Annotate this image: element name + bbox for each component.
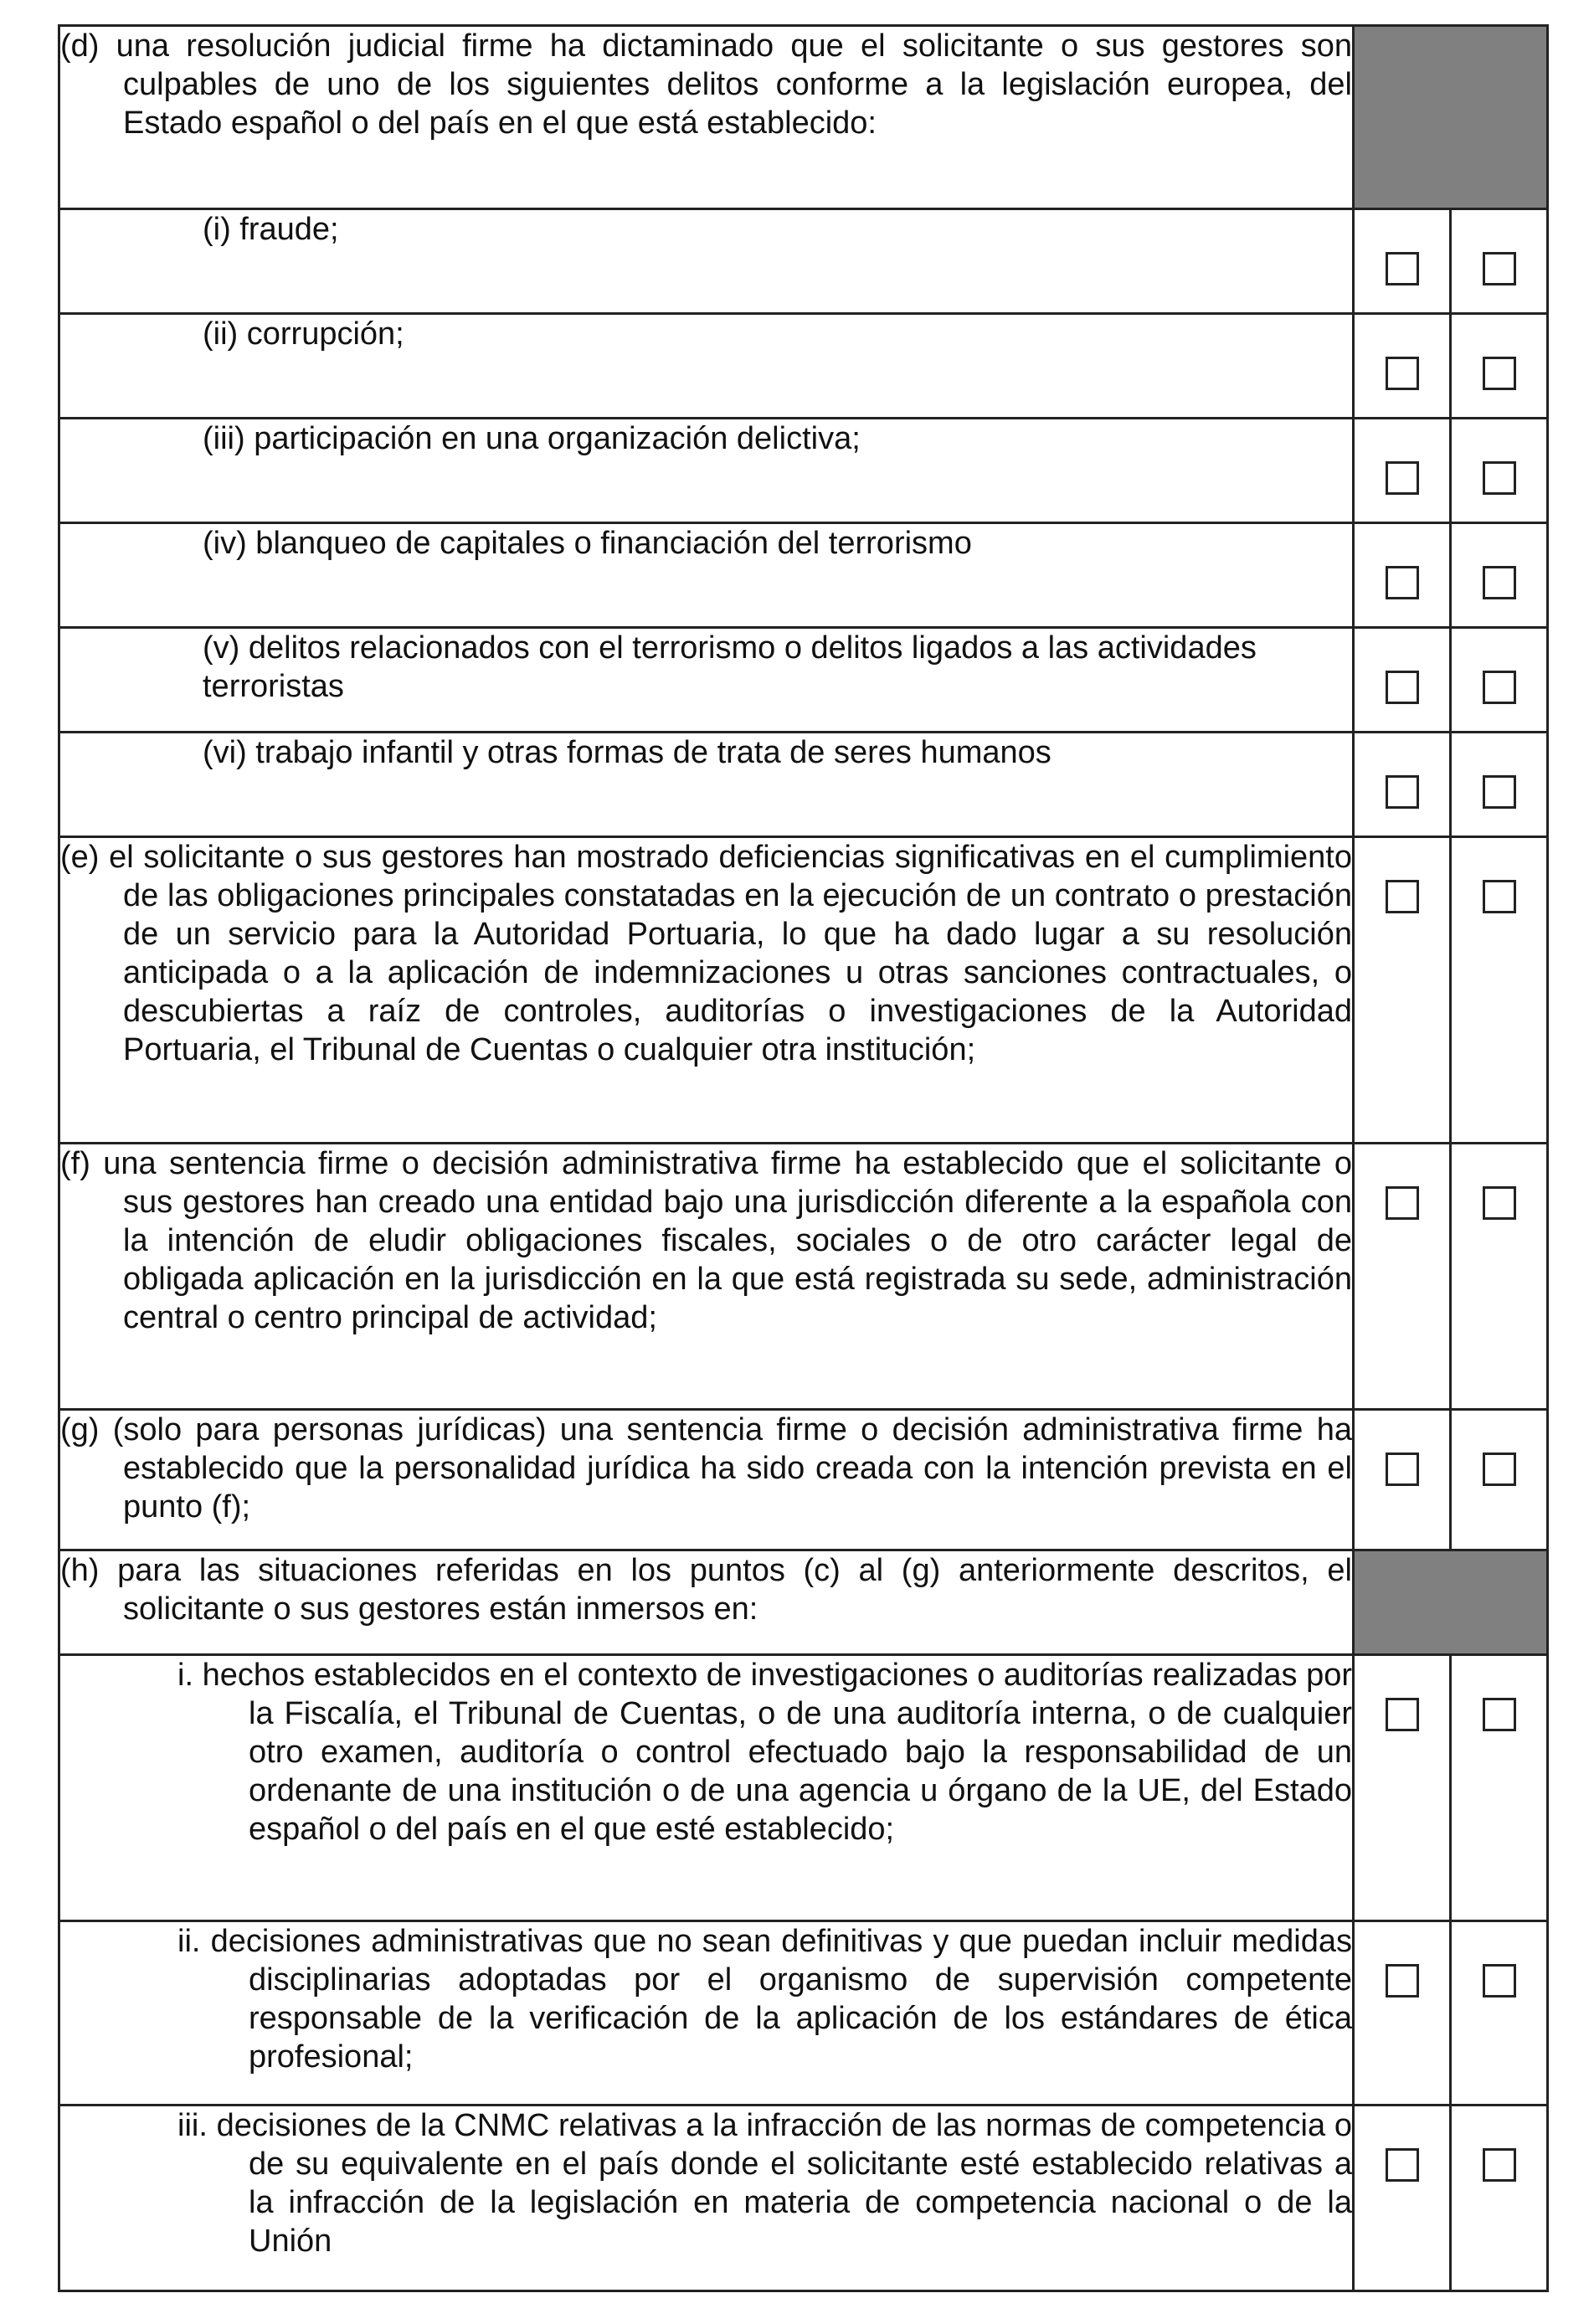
row-h-i-text: i. hechos establecidos en el contexto de investigaciones o auditorías realizadas por la Fiscalía, el Tribunal de Cuentas, o de una auditoría interna, o de cualquier otro examen, auditoría o control efectuado bajo la responsabilidad de un ordenante de una institución o de una agencia u órgano de la UE, del Estado español o del país en el que esté establecido;	[177, 1658, 1352, 1847]
row-h-ii-checkbox-2[interactable]	[1483, 1964, 1516, 1998]
row-d	[59, 26, 1548, 209]
row-e-checkbox-1[interactable]	[1386, 880, 1419, 913]
row-h	[59, 1550, 1548, 1655]
row-d-iii-text-cell	[59, 419, 1354, 523]
row-h-i-checkbox-2[interactable]	[1483, 1698, 1516, 1731]
row-d-i-checkbox-1[interactable]	[1386, 252, 1419, 285]
row-d-iii	[59, 419, 1548, 523]
row-d-iv-checkbox-1[interactable]	[1386, 566, 1419, 599]
row-d-vi-checkbox-1[interactable]	[1386, 775, 1419, 809]
row-d-iv-checkbox-2-cell	[1451, 523, 1548, 628]
row-h-i-checkbox-1[interactable]	[1386, 1698, 1419, 1731]
row-h-iii-text-cell	[59, 2105, 1354, 2291]
row-d-vi	[59, 733, 1548, 837]
row-d-vi-checkbox-2[interactable]	[1483, 775, 1516, 809]
row-d-v-checkbox-2[interactable]	[1483, 671, 1516, 704]
row-h-i	[59, 1655, 1548, 1921]
row-f-text-cell	[59, 1144, 1354, 1410]
row-g-text-cell	[59, 1410, 1354, 1550]
row-d-i-text: (i) fraude;	[203, 212, 339, 247]
row-g-checkbox-2[interactable]	[1483, 1452, 1516, 1486]
row-h-text-cell	[59, 1550, 1354, 1655]
row-h-ii-checkbox-2-cell	[1451, 1921, 1548, 2105]
row-e-text-cell	[59, 837, 1354, 1144]
row-d-v-text-cell	[59, 628, 1354, 733]
row-d-text: (d) una resolución judicial firme ha dictaminado que el solicitante o sus gestores son culpables de uno de los siguientes delitos conforme a la legislación europea, del Estado español o del país en el que está establecido:	[60, 28, 1352, 141]
declaration-table	[58, 24, 1549, 2292]
row-d-i-checkbox-2[interactable]	[1483, 252, 1516, 285]
row-d-iii-checkbox-2-cell	[1451, 419, 1548, 523]
shaded-cell	[1354, 26, 1548, 209]
row-d-vi-checkbox-2-cell	[1451, 733, 1548, 837]
row-d-v	[59, 628, 1548, 733]
row-e-checkbox-2-cell	[1451, 837, 1548, 1144]
shaded-cell	[1354, 1550, 1548, 1655]
row-f-checkbox-1[interactable]	[1386, 1186, 1419, 1220]
row-h-i-text-cell	[59, 1655, 1354, 1921]
row-d-iv-text: (iv) blanqueo de capitales o financiación del terrorismo	[203, 526, 972, 561]
row-d-vi-text: (vi) trabajo infantil y otras formas de trata de seres humanos	[203, 735, 1052, 770]
row-d-v-checkbox-2-cell	[1451, 628, 1548, 733]
row-h-ii-text-cell	[59, 1921, 1354, 2105]
row-h-iii-checkbox-2-cell	[1451, 2105, 1548, 2291]
row-h-ii-text: ii. decisiones administrativas que no sean definitivas y que puedan incluir medidas disciplinarias adoptadas por el organismo de supervisión competente responsable de la verificación de la aplicación de los estándares de ética profesional;	[177, 1924, 1352, 2075]
row-d-iii-text: (iii) participación en una organización delictiva;	[203, 421, 861, 456]
row-e	[59, 837, 1548, 1144]
row-d-vi-checkbox-1-cell	[1354, 733, 1451, 837]
row-f-checkbox-2[interactable]	[1483, 1186, 1516, 1220]
row-d-iii-checkbox-1-cell	[1354, 419, 1451, 523]
row-d-ii-text: (ii) corrupción;	[203, 316, 404, 352]
row-h-iii-text: iii. decisiones de la CNMC relativas a la infracción de las normas de competencia o de su equivalente en el país donde el solicitante esté establecido relativas a la infracción de la legislación en materia de competencia nacional o de la Unión	[177, 2108, 1352, 2259]
row-d-ii-checkbox-2-cell	[1451, 314, 1548, 419]
row-f-checkbox-1-cell	[1354, 1144, 1451, 1410]
row-g-checkbox-1-cell	[1354, 1410, 1451, 1550]
row-d-ii	[59, 314, 1548, 419]
row-d-iv-checkbox-1-cell	[1354, 523, 1451, 628]
row-d-v-text: (v) delitos relacionados con el terrorismo o delitos ligados a las actividades terroristas	[203, 630, 1257, 704]
row-d-iv-checkbox-2[interactable]	[1483, 566, 1516, 599]
row-e-text: (e) el solicitante o sus gestores han mostrado deficiencias significativas en el cumplimiento de las obligaciones principales constatadas en la ejecución de un contrato o prestación de un servicio para la Autoridad Portuaria, lo que ha dado lugar a su resolución anticipada o a la aplicación de indemnizaciones u otras sanciones contractuales, o descubiertas a raíz de controles, auditorías o investigaciones de la Autoridad Portuaria, el Tribunal de Cuentas o cualquier otra institución;	[60, 840, 1352, 1067]
row-d-text-cell	[59, 26, 1354, 209]
row-d-iv	[59, 523, 1548, 628]
row-f-checkbox-2-cell	[1451, 1144, 1548, 1410]
row-h-iii	[59, 2105, 1548, 2291]
row-h-text: (h) para las situaciones referidas en los puntos (c) al (g) anteriormente descritos, el solicitante o sus gestores están inmersos en:	[60, 1553, 1352, 1627]
row-d-iii-checkbox-2[interactable]	[1483, 461, 1516, 495]
row-h-i-checkbox-1-cell	[1354, 1655, 1451, 1921]
row-h-ii-checkbox-1[interactable]	[1386, 1964, 1419, 1998]
row-d-i-checkbox-1-cell	[1354, 209, 1451, 314]
row-e-checkbox-2[interactable]	[1483, 880, 1516, 913]
row-g-checkbox-1[interactable]	[1386, 1452, 1419, 1486]
row-h-ii	[59, 1921, 1548, 2105]
row-d-ii-checkbox-1-cell	[1354, 314, 1451, 419]
row-g-checkbox-2-cell	[1451, 1410, 1548, 1550]
row-d-ii-checkbox-2[interactable]	[1483, 357, 1516, 390]
row-d-ii-text-cell	[59, 314, 1354, 419]
row-d-iii-checkbox-1[interactable]	[1386, 461, 1419, 495]
row-d-v-checkbox-1-cell	[1354, 628, 1451, 733]
row-d-ii-checkbox-1[interactable]	[1386, 357, 1419, 390]
row-h-ii-checkbox-1-cell	[1354, 1921, 1451, 2105]
row-h-i-checkbox-2-cell	[1451, 1655, 1548, 1921]
row-e-checkbox-1-cell	[1354, 837, 1451, 1144]
row-d-i-text-cell	[59, 209, 1354, 314]
row-d-v-checkbox-1[interactable]	[1386, 671, 1419, 704]
row-f	[59, 1144, 1548, 1410]
row-f-text: (f) una sentencia firme o decisión administrativa firme ha establecido que el solicitante o sus gestores han creado una entidad bajo una jurisdicción diferente a la española con la intención de eludir obligaciones fiscales, sociales o de otro carácter legal de obligada aplicación en la jurisdicción en la que está registrada su sede, administración central o centro principal de actividad;	[60, 1146, 1352, 1335]
row-g	[59, 1410, 1548, 1550]
row-h-iii-checkbox-2[interactable]	[1483, 2148, 1516, 2182]
row-d-i	[59, 209, 1548, 314]
row-g-text: (g) (solo para personas jurídicas) una sentencia firme o decisión administrativa firme ha establecido que la personalidad jurídica ha sido creada con la intención prevista en el punto (f);	[60, 1412, 1352, 1524]
row-d-vi-text-cell	[59, 733, 1354, 837]
row-d-iv-text-cell	[59, 523, 1354, 628]
row-h-iii-checkbox-1-cell	[1354, 2105, 1451, 2291]
row-d-i-checkbox-2-cell	[1451, 209, 1548, 314]
row-h-iii-checkbox-1[interactable]	[1386, 2148, 1419, 2182]
